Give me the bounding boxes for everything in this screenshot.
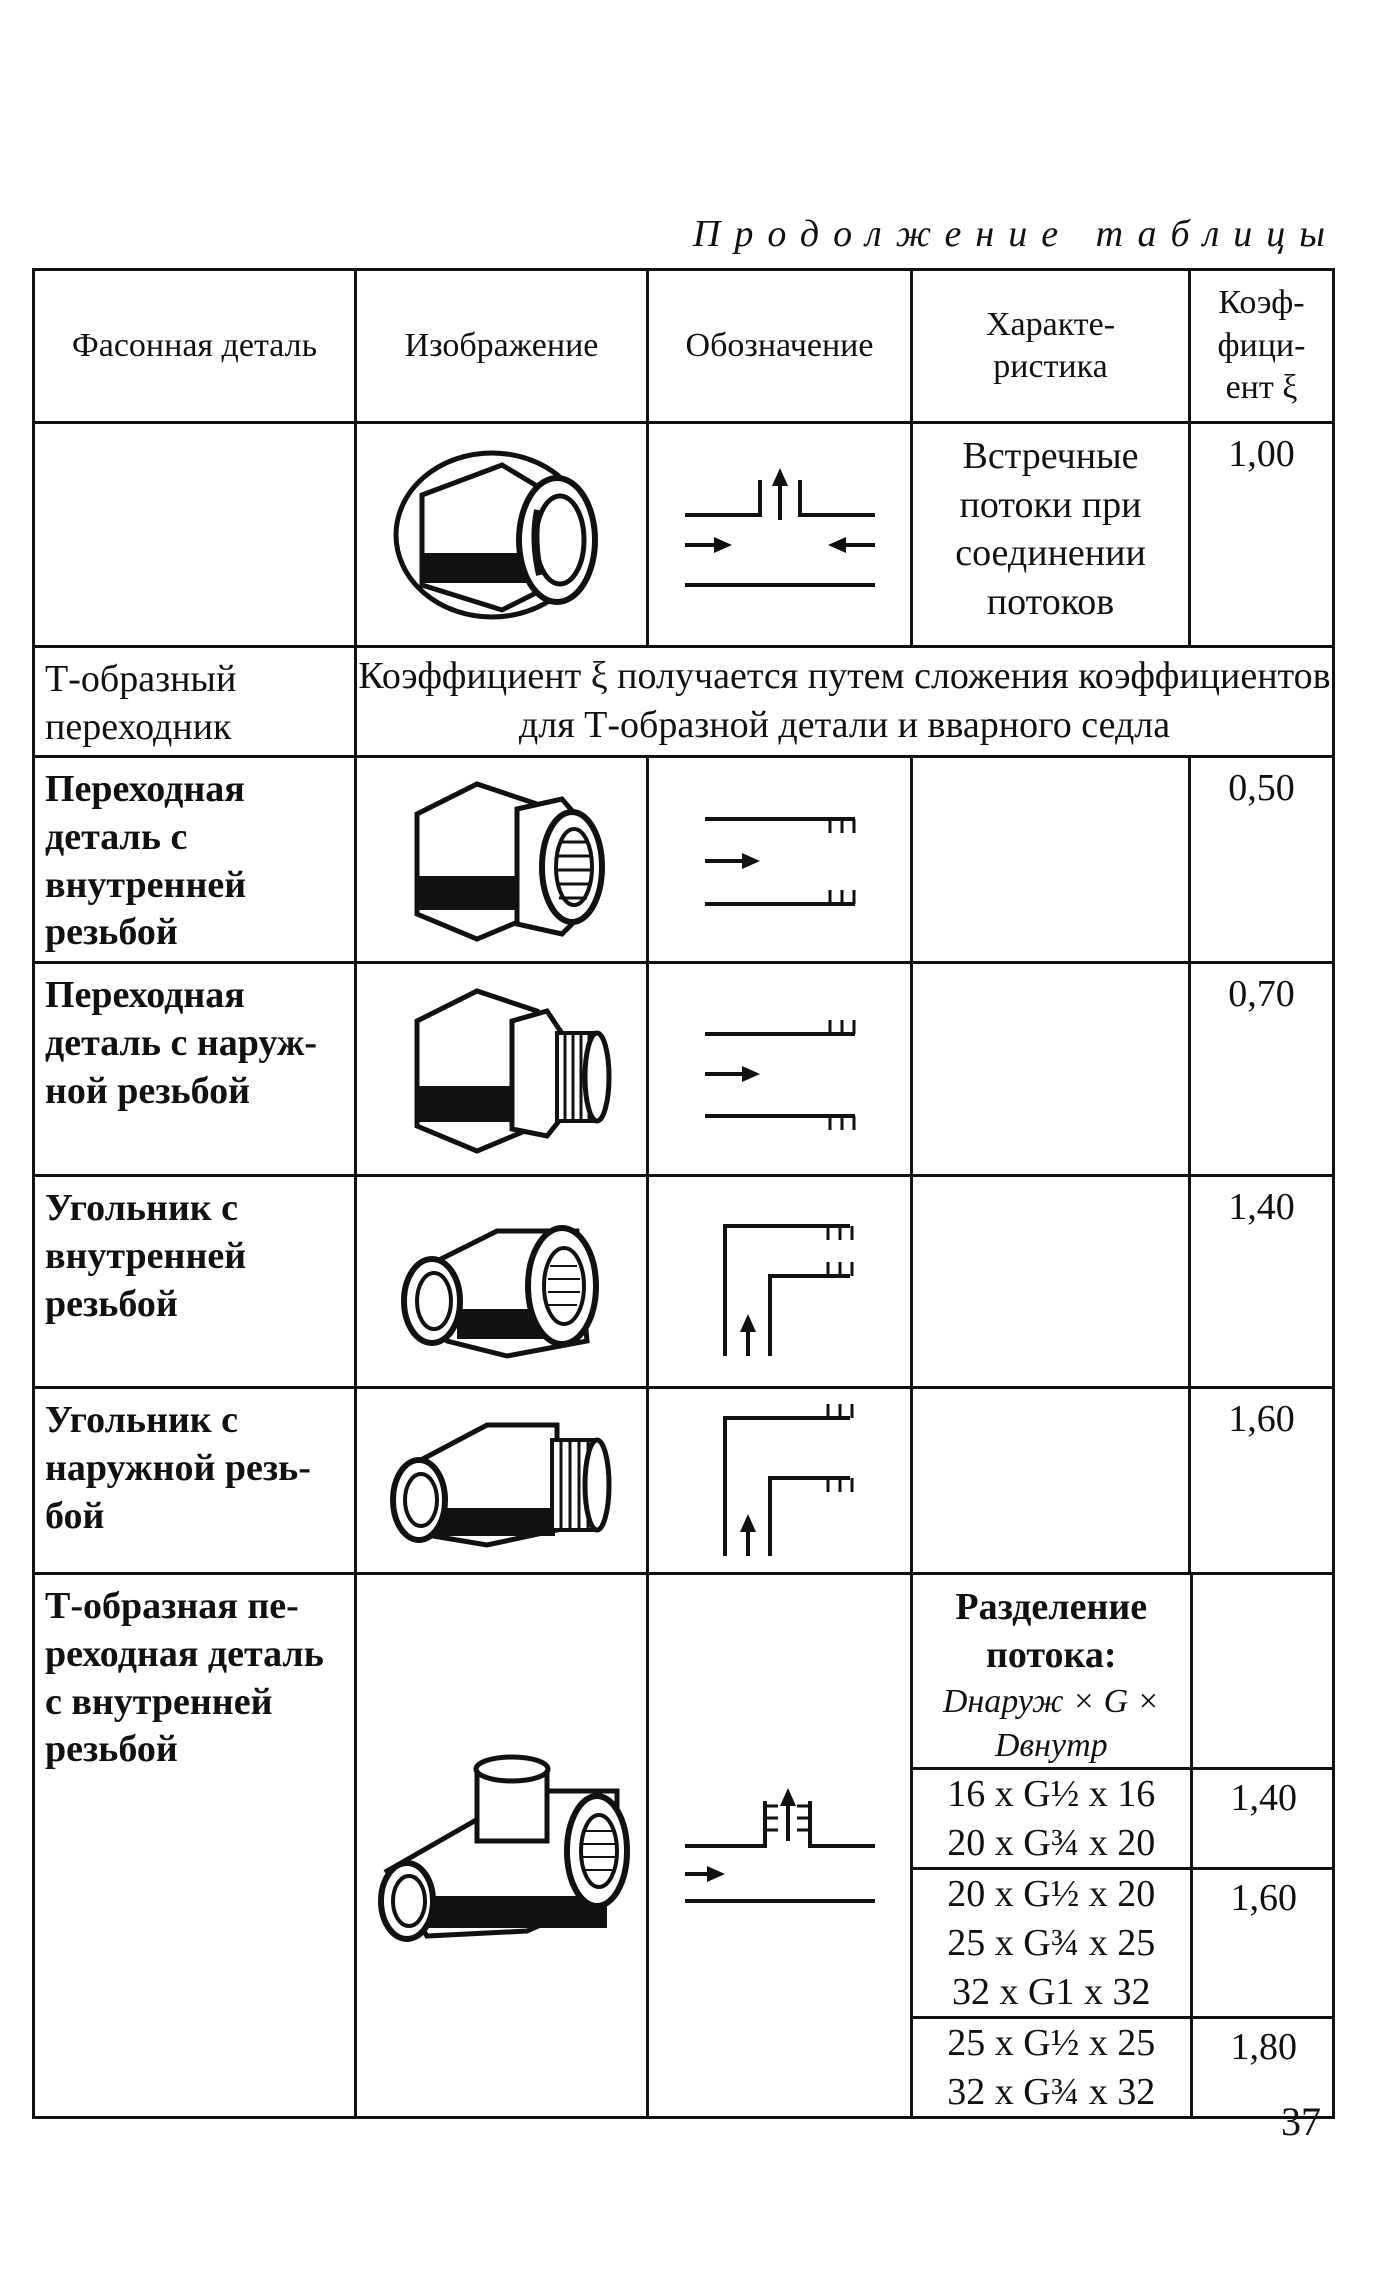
part-name: Переходная деталь с наруж-ной резьбой: [34, 962, 356, 1175]
characteristic: [912, 1387, 1190, 1573]
coefficient: 1,60: [1191, 1869, 1335, 2018]
internal-thread-symbol-icon: [680, 789, 880, 929]
part-name: Угольник с внутренней резьбой: [34, 1175, 356, 1387]
coefficient: 1,40: [1190, 1175, 1334, 1387]
flow-symbol: [648, 1573, 912, 2118]
internal-thread-adapter-icon: [387, 764, 617, 954]
fitting-image: [356, 1175, 648, 1387]
elbow-external-symbol-icon: [690, 1398, 870, 1563]
split-flow-table: [913, 1575, 1335, 2117]
external-thread-elbow-icon: [377, 1400, 627, 1560]
flow-symbol: [648, 1387, 912, 1573]
fitting-image: [356, 1387, 648, 1573]
table-row: [34, 647, 1334, 757]
saddle-fitting-icon: [382, 435, 622, 635]
split-formula: Dнаруж × G × Dвнутр: [942, 1683, 1160, 1764]
size-group: [913, 2018, 1191, 2117]
internal-thread-elbow-icon: [387, 1191, 617, 1371]
header-characteristic: Характе-ристика: [912, 270, 1190, 423]
flow-symbol: [648, 423, 912, 647]
size-entry: 25 x G½ x 25: [947, 2022, 1156, 2065]
opposing-flows-icon: [670, 460, 890, 610]
coefficient: 1,00: [1190, 423, 1334, 647]
split-title: Разделение потока:: [955, 1585, 1148, 1677]
coefficient: 1,80: [1191, 2018, 1335, 2117]
header-part: Фасонная деталь: [34, 270, 356, 423]
part-name: Угольник с наружной резь-бой: [34, 1387, 356, 1573]
fitting-image: [356, 423, 648, 647]
table-row: [34, 423, 1334, 647]
table-row: [34, 1387, 1334, 1573]
characteristic: [912, 756, 1190, 962]
external-thread-symbol-icon: [680, 994, 880, 1144]
flow-symbol: [648, 756, 912, 962]
table-row: [34, 962, 1334, 1175]
coefficient: 1,40: [1191, 1769, 1335, 1869]
table-row: [34, 1573, 1334, 2118]
fitting-image: [356, 756, 648, 962]
split-title-cell: [913, 1575, 1191, 1769]
part-name: [34, 423, 356, 647]
table-row: [34, 756, 1334, 962]
continuation-label: Продолжение таблицы: [692, 213, 1339, 255]
coefficient: 1,60: [1190, 1387, 1334, 1573]
coefficient: 0,70: [1190, 962, 1334, 1175]
size-group: [913, 1869, 1191, 2018]
table-row: [34, 1175, 1334, 1387]
coefficient: 0,50: [1190, 756, 1334, 962]
coefficient-note: Коэффициент ξ получается путем сложения коэффициентов для Т-образной детали и вварного седла: [356, 647, 1334, 757]
split-flow-cell: [912, 1573, 1334, 2118]
size-entry: 25 x G¾ x 25: [947, 1921, 1156, 1964]
flow-symbol: [648, 962, 912, 1175]
fitting-image: [356, 962, 648, 1175]
tee-split-symbol-icon: [670, 1776, 890, 1916]
size-entry: 16 x G½ x 16: [947, 1773, 1156, 1816]
tee-adapter-icon: [367, 1721, 637, 1971]
size-entry: 20 x G½ x 20: [947, 1873, 1156, 1916]
characteristic: Встречные потоки при соединении потоков: [912, 423, 1190, 647]
size-entry: 32 x G¾ x 32: [947, 2070, 1156, 2113]
flow-symbol: [648, 1175, 912, 1387]
header-row: [34, 270, 1334, 423]
page-number: 37: [1281, 2099, 1321, 2144]
elbow-internal-symbol-icon: [690, 1196, 870, 1366]
size-group: [913, 1769, 1191, 1869]
characteristic: [912, 962, 1190, 1175]
fitting-image: [356, 1573, 648, 2118]
part-name: Т-образная пе-реходная деталь с внутренней резьбой: [34, 1573, 356, 2118]
header-image: Изображение: [356, 270, 648, 423]
split-coef-empty: [1191, 1575, 1335, 1769]
part-name: Т-образный переходник: [34, 647, 356, 757]
fittings-table: [32, 268, 1335, 2119]
size-entry: 20 x G¾ x 20: [947, 1821, 1156, 1864]
size-entry: 32 x G1 x 32: [952, 1970, 1151, 2013]
characteristic: [912, 1175, 1190, 1387]
part-name: Переходная деталь с внутренней резьбой: [34, 756, 356, 962]
external-thread-adapter-icon: [387, 971, 617, 1166]
header-coefficient: Коэф-фици-ент ξ: [1190, 270, 1334, 423]
header-symbol: Обозначение: [648, 270, 912, 423]
